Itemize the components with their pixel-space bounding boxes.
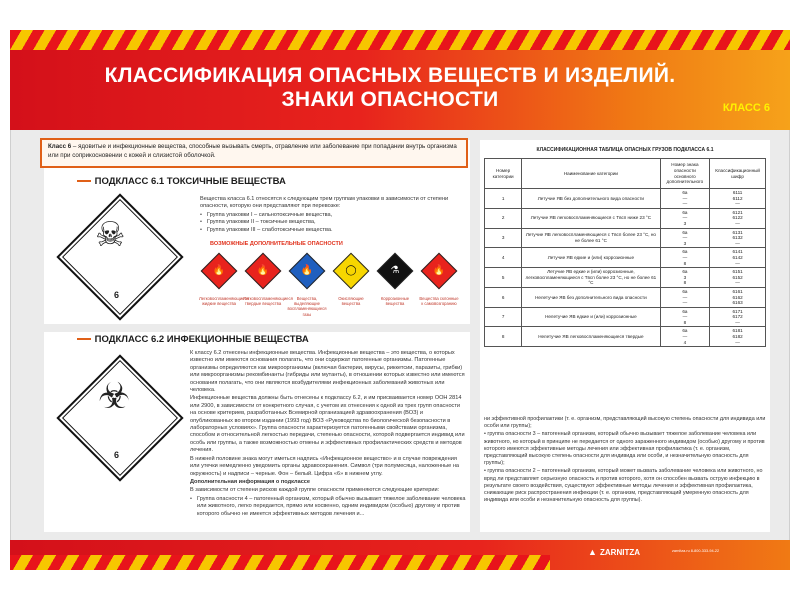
brand-contacts: zarnitza.ru 8-800-333-94-22 bbox=[672, 549, 720, 553]
risk-groups-para-2: • группа опасности 3 – патогенный организм, который обычно вызывает тяжелое заболевание человека или животного, но который в принципе не передается от одного зараженного индивидом (особью) другому и против которого имеются эффективные методы лечения или эффективная профилактика (т. е. организм, представляющий высокую степень опасности для индивида или особи, и незначительную опасность для группы); bbox=[484, 431, 765, 467]
table-row bbox=[485, 189, 766, 209]
row-number: 3 bbox=[485, 228, 522, 248]
table-row bbox=[485, 228, 766, 248]
row-signs: 6a — 4 bbox=[660, 327, 710, 347]
additional-info-lead: В зависимости от степени рисков каждой группе опасности применяются следующие критерии: bbox=[190, 487, 440, 494]
row-signs: 6a — 8 bbox=[660, 248, 710, 268]
subclass-6-1-title-text: ПОДКЛАСС 6.1 ТОКСИЧНЫЕ ВЕЩЕСТВА bbox=[94, 176, 286, 187]
row-number: 8 bbox=[485, 327, 522, 347]
hazard-sign-label: Вещества, выделяющие воспламеняющиеся газы bbox=[287, 296, 327, 317]
row-name: Летучие ЯВ легковоспламеняющиеся с Tвсп более 23 °C, но не более 61 °C bbox=[522, 228, 660, 248]
hazard-sign-label: Коррозионные вещества bbox=[380, 296, 410, 307]
hazard-sign-label: Легковоспламеняющиеся твердые вещества bbox=[243, 296, 293, 307]
row-number: 7 bbox=[485, 307, 522, 327]
brand-logo: ZARNITZA bbox=[600, 548, 640, 557]
additional-info-title: Дополнительная информация о подклассе bbox=[190, 478, 311, 485]
page-title bbox=[40, 64, 740, 112]
table-row bbox=[485, 327, 766, 347]
subclass-6-2-para-3: В нижней половине знака могут иметься надпись «Инфекционное вещество» и в случае повреждения или утечки немедленно уведомить органы здравоохранения. Символ (три полумесяца, наложенные на окружность) и надписи – черные. Фон – белый. Цифра «6» в нижнем углу. bbox=[190, 455, 460, 477]
risk-groups-text bbox=[484, 416, 766, 505]
hazard-sign-label: Вещества склонные к самовозгоранию bbox=[419, 296, 459, 307]
subclass-6-2-title bbox=[44, 334, 309, 345]
risk-groups-para-1: ни эффективной профилактики (т. е. организм, представляющий высокую степень опасности для индивида или особи или группы); bbox=[484, 416, 766, 430]
col-header-name: Наименование категории bbox=[522, 159, 660, 189]
row-number: 5 bbox=[485, 268, 522, 288]
title-line-2: ЗНАКИ ОПАСНОСТИ bbox=[281, 88, 499, 111]
bottom-warning-stripe bbox=[10, 555, 550, 570]
row-codes: 6131 6132 — bbox=[710, 228, 766, 248]
row-signs: 6a — — bbox=[660, 189, 710, 209]
col-header-code: Классификационный шифр bbox=[710, 159, 766, 189]
top-warning-stripe bbox=[10, 30, 790, 50]
col-header-signs: Номер знака опасности основного дополнительного bbox=[660, 159, 710, 189]
subclass-6-2-para-1: К классу 6.2 отнесены инфекционные вещества. Инфекционные вещества – это вещества, о которых известно или имеются основания полагать, что они содержат патогенные организмы. Патогенные организмы определяются как микроорганизмы (включая бактерии, вирусы, риккетсии, паразиты, грибки) или микроорганизмы рекомбинанты (гибриды или мутанты), в отношении которых известно или имеются основания полагать, что они являются возбудителями инфекционных заболеваний животных или человека. bbox=[190, 350, 465, 394]
packing-group-item: • Группа упаковки II – токсичные вещества, bbox=[200, 219, 464, 226]
hazard-symbol-icon: 🔥 bbox=[432, 265, 446, 276]
subclass-6-2-para-2: Инфекционные вещества должны быть отнесены к подклассу 6.2, и им присваивается номер ООН 2814 или 2900, в зависимости от конкретного случая, с учетом их отнесения к одной из трех групп опасности на основе критериев, разработанных Всемирной организацией здравоохранения (ВОЗ) и опубликованных во втором издании (1993 год) ВОЗ «Руководства по биологической безопасности в лабораторных условиях». Группа опасности характеризуется патогенными свойствами организма, способом и относительной легкостью передачи, степенью опасности, которой подвергается индивид или особь или группы, а также возможностью отмены и эффективных профилактических средств и методов лечения. bbox=[190, 395, 465, 454]
row-name: Летучие ЯВ едкие и (или) коррозионные bbox=[522, 248, 660, 268]
additional-info-item: • Группа опасности 4 – патогенный организм, который обычно вызывает тяжелое заболевание человека или животного, легко передается, прямо или косвенно, одним индивидом (особью) другому и против которого обычно не имеется эффективных методов лечения и... bbox=[190, 496, 466, 518]
subclass-6-2-description bbox=[190, 350, 466, 518]
title-accent bbox=[77, 180, 91, 182]
hazard-symbol-icon: 🔥 bbox=[300, 265, 314, 276]
row-codes: 6121 6122 — bbox=[710, 208, 766, 228]
infectious-sign-number: 6 bbox=[114, 450, 120, 460]
intro-text: – ядовитые и инфекционные вещества, способные вызывать смерть, отравление или заболевание при попадании внутрь организма или при соприкосновении с кожей и слизистой оболочкой. bbox=[48, 143, 457, 159]
subclass-6-1-description bbox=[200, 196, 464, 234]
hazard-symbol-icon: ◯ bbox=[345, 265, 357, 276]
biohazard-icon: ☣ bbox=[98, 375, 131, 416]
row-signs: 6a — — bbox=[660, 287, 710, 307]
hazard-sign-label: Легковоспламеняющиеся жидкие вещества bbox=[199, 296, 249, 307]
classification-table bbox=[484, 158, 766, 347]
hazard-sign-label: Окисляющие вещества bbox=[338, 296, 364, 307]
row-name: Нелетучие ЯВ едкие и (или) коррозионные bbox=[522, 307, 660, 327]
row-name: Летучие ЯВ без дополнительного вида опасности bbox=[522, 189, 660, 209]
row-signs: 6a — 8 bbox=[660, 307, 710, 327]
row-signs: 6a 3 8 bbox=[660, 268, 710, 288]
row-name: Летучие ЯВ легковоспламеняющиеся с Tвсп ниже 23 °C bbox=[522, 208, 660, 228]
table-row bbox=[485, 248, 766, 268]
row-number: 1 bbox=[485, 189, 522, 209]
table-row bbox=[485, 208, 766, 228]
table-row bbox=[485, 268, 766, 288]
row-codes: 6151 6152 — bbox=[710, 268, 766, 288]
row-name: Нелетучие ЯВ легковоспламеняющиеся твердые bbox=[522, 327, 660, 347]
subclass-6-2-title-text: ПОДКЛАСС 6.2 ИНФЕКЦИОННЫЕ ВЕЩЕСТВА bbox=[94, 334, 309, 345]
zarnitza-logo-icon: ▲ bbox=[588, 547, 597, 557]
row-name: Летучие ЯВ едкие и (или) коррозионные, легковоспламеняющиеся с Tвсп более 23 °C, но не более 61 °C bbox=[522, 268, 660, 288]
row-codes: 6141 6142 — bbox=[710, 248, 766, 268]
packing-group-item: • Группа упаковки I – сильнотоксичные вещества, bbox=[200, 212, 464, 219]
additional-hazards-title: ВОЗМОЖНЫЕ ДОПОЛНИТЕЛЬНЫЕ ОПАСНОСТИ bbox=[210, 241, 343, 247]
row-number: 6 bbox=[485, 287, 522, 307]
table-row bbox=[485, 307, 766, 327]
packing-group-item: • Группа упаковки III – слаботоксичные вещества. bbox=[200, 227, 464, 234]
title-accent bbox=[77, 338, 91, 340]
hazard-symbol-icon: 🔥 bbox=[212, 265, 226, 276]
row-number: 2 bbox=[485, 208, 522, 228]
risk-groups-para-3: • группа опасности 2 – патогенный организм, который может вызвать заболевание человека или животного, но вряд ли представляет серьезную опасность и против которого, хотя он способен вызвать острую инфекцию в результате своего воздействия, существуют эффективные методы лечения и эффективная профилактика, снижающие риск распространения инфекции (т. е. организм, представляющий умеренную опасность для индивида или особи и незначительную опасность для группы). bbox=[484, 468, 763, 504]
toxic-sign-number: 6 bbox=[114, 290, 120, 300]
skull-crossbones-icon: ☠ bbox=[95, 216, 126, 254]
col-header-number: Номер категории bbox=[485, 159, 522, 189]
row-signs: 6a — 3 bbox=[660, 208, 710, 228]
row-codes: 6111 6112 — bbox=[710, 189, 766, 209]
row-codes: 6181 6182 — bbox=[710, 327, 766, 347]
table-header-row bbox=[485, 159, 766, 189]
hazard-symbol-icon: 🔥 bbox=[256, 265, 270, 276]
row-codes: 6161 6162 6163 bbox=[710, 287, 766, 307]
class-intro bbox=[40, 138, 468, 168]
title-line-1: КЛАССИФИКАЦИЯ ОПАСНЫХ ВЕЩЕСТВ И ИЗДЕЛИЙ. bbox=[104, 64, 676, 87]
row-number: 4 bbox=[485, 248, 522, 268]
table-row bbox=[485, 287, 766, 307]
class-badge: КЛАСС 6 bbox=[722, 102, 770, 114]
hazard-symbol-icon: ⚗ bbox=[390, 265, 400, 276]
row-codes: 6171 6172 — bbox=[710, 307, 766, 327]
packing-groups-list bbox=[200, 212, 464, 234]
intro-bold: Класс 6 bbox=[48, 143, 72, 150]
subclass-6-1-title bbox=[44, 176, 286, 187]
row-signs: 6a — 3 bbox=[660, 228, 710, 248]
subclass-6-1-lead: Вещества класса 6.1 относятся к следующим трем группам упаковки в зависимости от степени опасности, которую они представляют при перевозке: bbox=[200, 196, 449, 210]
classification-table-title: КЛАССИФИКАЦИОННАЯ ТАБЛИЦА ОПАСНЫХ ГРУЗОВ ПОДКЛАССА 6.1 bbox=[536, 147, 714, 153]
classification-table-body bbox=[485, 189, 766, 347]
row-name: Нелетучие ЯВ без дополнительного вида опасности bbox=[522, 287, 660, 307]
